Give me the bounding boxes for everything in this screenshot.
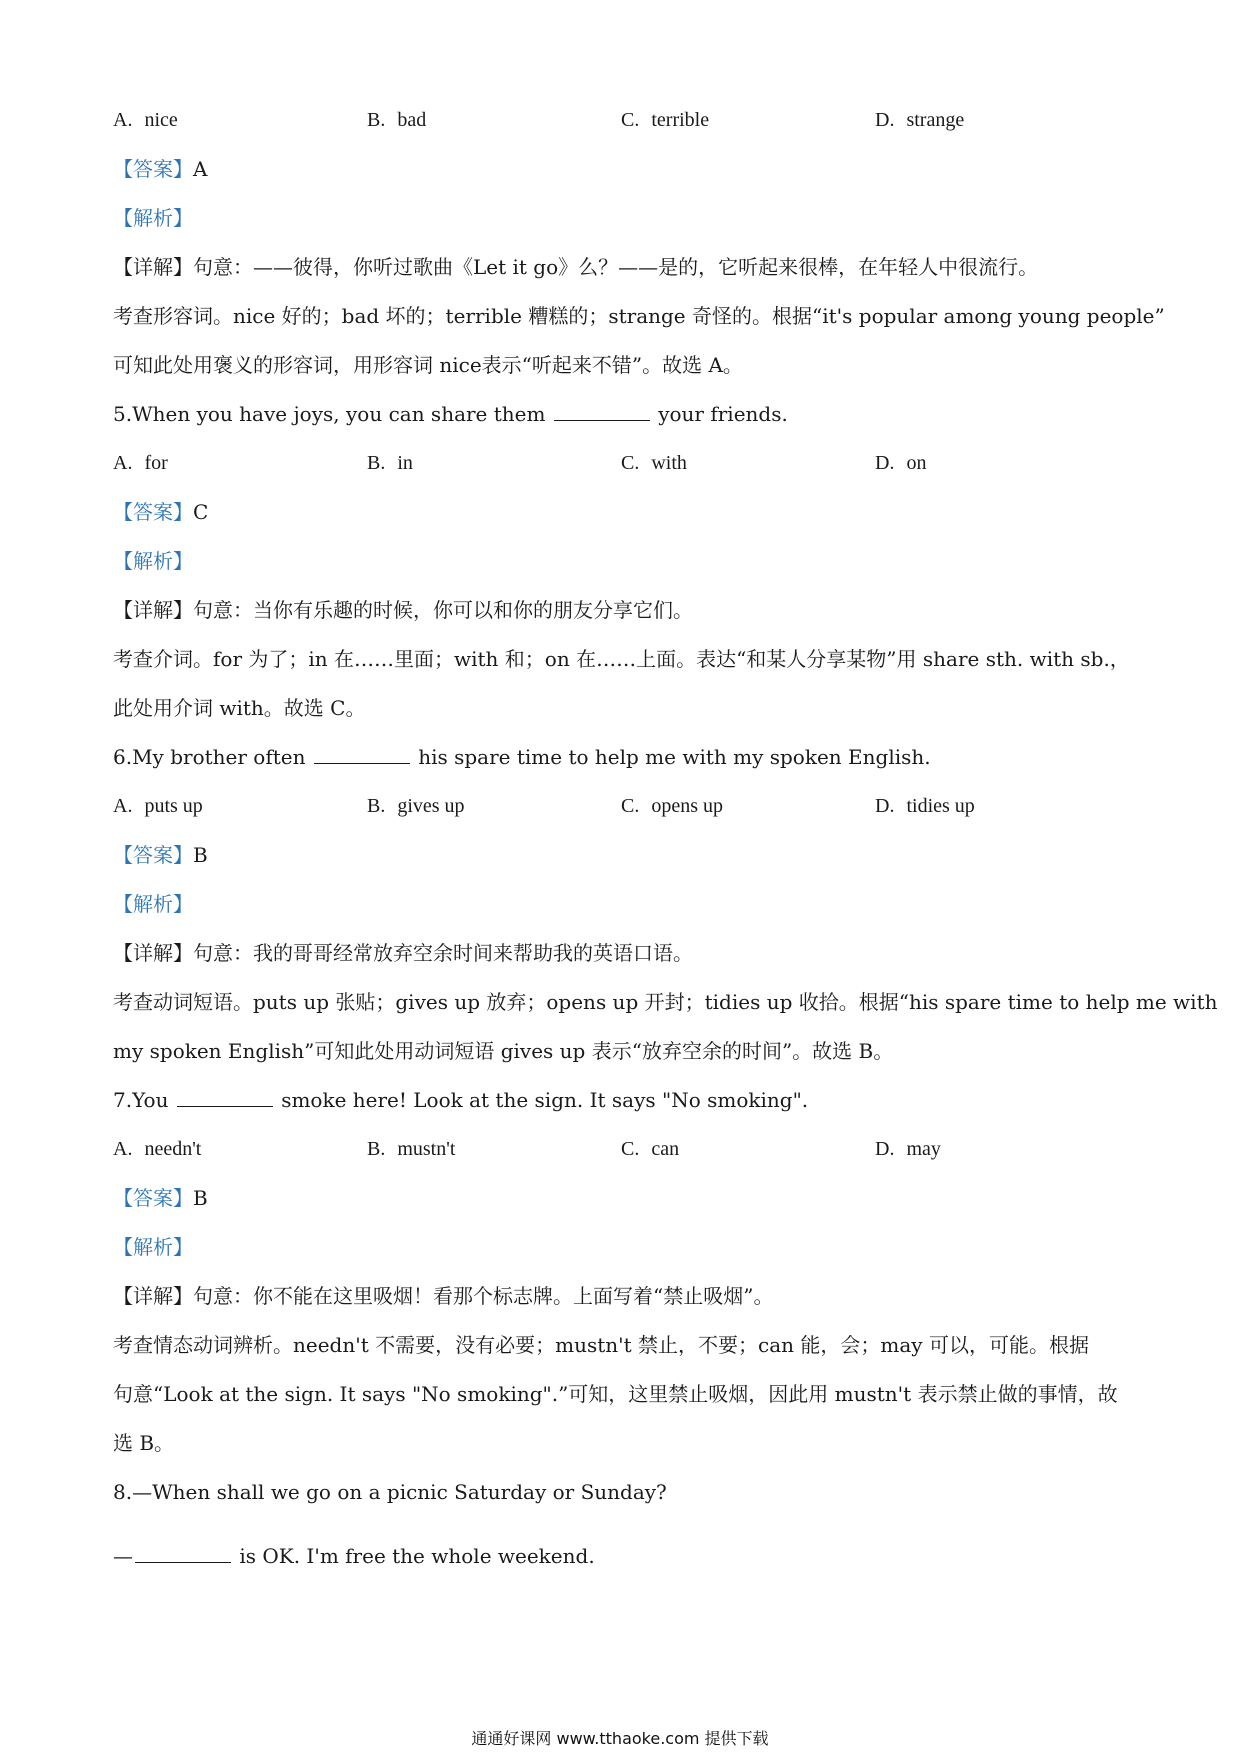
q7-stem: 7.You smoke here! Look at the sign. It says "No smoking". [113, 1088, 809, 1112]
q4-detail-line-2: 考查形容词。nice 好的；bad 坏的；terrible 糟糕的；strange 奇怪的。根据“it's popular among young people” [113, 304, 1165, 328]
q4-option-a: A. nice [113, 109, 178, 131]
q5-detail-line-1: 【详解】句意：当你有乐趣的时候，你可以和你的朋友分享它们。 [113, 598, 693, 622]
q5-options [113, 449, 1133, 477]
q6-option-b: B. gives up [367, 795, 465, 817]
q5-detail-line-3: 此处用介词 with。故选 C。 [113, 696, 366, 720]
q7-option-c: C. can [621, 1138, 680, 1160]
q6-answer: 【答案】B [113, 843, 208, 867]
q8-stem: 8.—When shall we go on a picnic Saturday or Sunday? [113, 1480, 667, 1504]
q6-detail-line-3: my spoken English”可知此处用动词短语 gives up 表示“放弃空余的时间”。故选 B。 [113, 1039, 894, 1063]
q6-detail-line-1: 【详解】句意：我的哥哥经常放弃空余时间来帮助我的英语口语。 [113, 941, 693, 965]
q4-option-b: B. bad [367, 109, 427, 131]
q4-detail-line-1: 【详解】句意：——彼得，你听过歌曲《Let it go》么？——是的，它听起来很棒，在年轻人中很流行。 [113, 255, 1039, 279]
q6-option-d: D. tidies up [875, 795, 975, 817]
q8-blank [135, 1544, 231, 1563]
q7-option-a: A. needn't [113, 1138, 202, 1160]
q6-options [113, 792, 1133, 820]
q4-analysis-tag: 【解析】 [113, 206, 193, 230]
q6-analysis-tag: 【解析】 [113, 892, 193, 916]
q7-option-d: D. may [875, 1138, 941, 1160]
q7-detail-line-2: 考查情态动词辨析。needn't 不需要，没有必要；mustn't 禁止，不要；can 能，会；may 可以，可能。根据 [113, 1333, 1089, 1357]
q5-answer: 【答案】C [113, 500, 209, 524]
q5-option-b: B. in [367, 452, 413, 474]
q5-option-c: C. with [621, 452, 687, 474]
q5-analysis-tag: 【解析】 [113, 549, 193, 573]
q7-detail-line-3: 句意“Look at the sign. It says "No smoking".”可知，这里禁止吸烟，因此用 mustn't 表示禁止做的事情，故 [113, 1382, 1118, 1406]
q4-options [113, 106, 1133, 134]
q7-detail-line-4: 选 B。 [113, 1431, 175, 1455]
q5-option-a: A. for [113, 452, 168, 474]
q7-blank [177, 1088, 273, 1107]
q7-analysis-tag: 【解析】 [113, 1235, 193, 1259]
q4-option-d: D. strange [875, 109, 965, 131]
q6-detail-line-2: 考查动词短语。puts up 张贴；gives up 放弃；opens up 开封；tidies up 收拾。根据“his spare time to help me with [113, 990, 1218, 1014]
q5-option-d: D. on [875, 452, 927, 474]
q6-option-c: C. opens up [621, 795, 724, 817]
q6-stem: 6.My brother often his spare time to help me with my spoken English. [113, 745, 931, 769]
page-footer: 通通好课网 www.tthaoke.com 提供下载 [471, 1729, 769, 1748]
q7-options [113, 1135, 1133, 1163]
q4-answer: 【答案】A [113, 157, 208, 181]
q8-reply: — is OK. I'm free the whole weekend. [113, 1544, 595, 1568]
q5-blank [554, 402, 650, 421]
q7-answer: 【答案】B [113, 1186, 208, 1210]
q4-detail-line-3: 可知此处用褒义的形容词，用形容词 nice表示“听起来不错”。故选 A。 [113, 353, 743, 377]
q7-detail-line-1: 【详解】句意：你不能在这里吸烟！看那个标志牌。上面写着“禁止吸烟”。 [113, 1284, 774, 1308]
q6-blank [314, 745, 410, 764]
q5-detail-line-2: 考查介词。for 为了；in 在……里面；with 和；on 在……上面。表达“和某人分享某物”用 share sth. with sb.， [113, 647, 1130, 671]
q6-option-a: A. puts up [113, 795, 203, 817]
q4-option-c: C. terrible [621, 109, 710, 131]
q5-stem: 5.When you have joys, you can share them your friends. [113, 402, 788, 426]
q7-option-b: B. mustn't [367, 1138, 456, 1160]
